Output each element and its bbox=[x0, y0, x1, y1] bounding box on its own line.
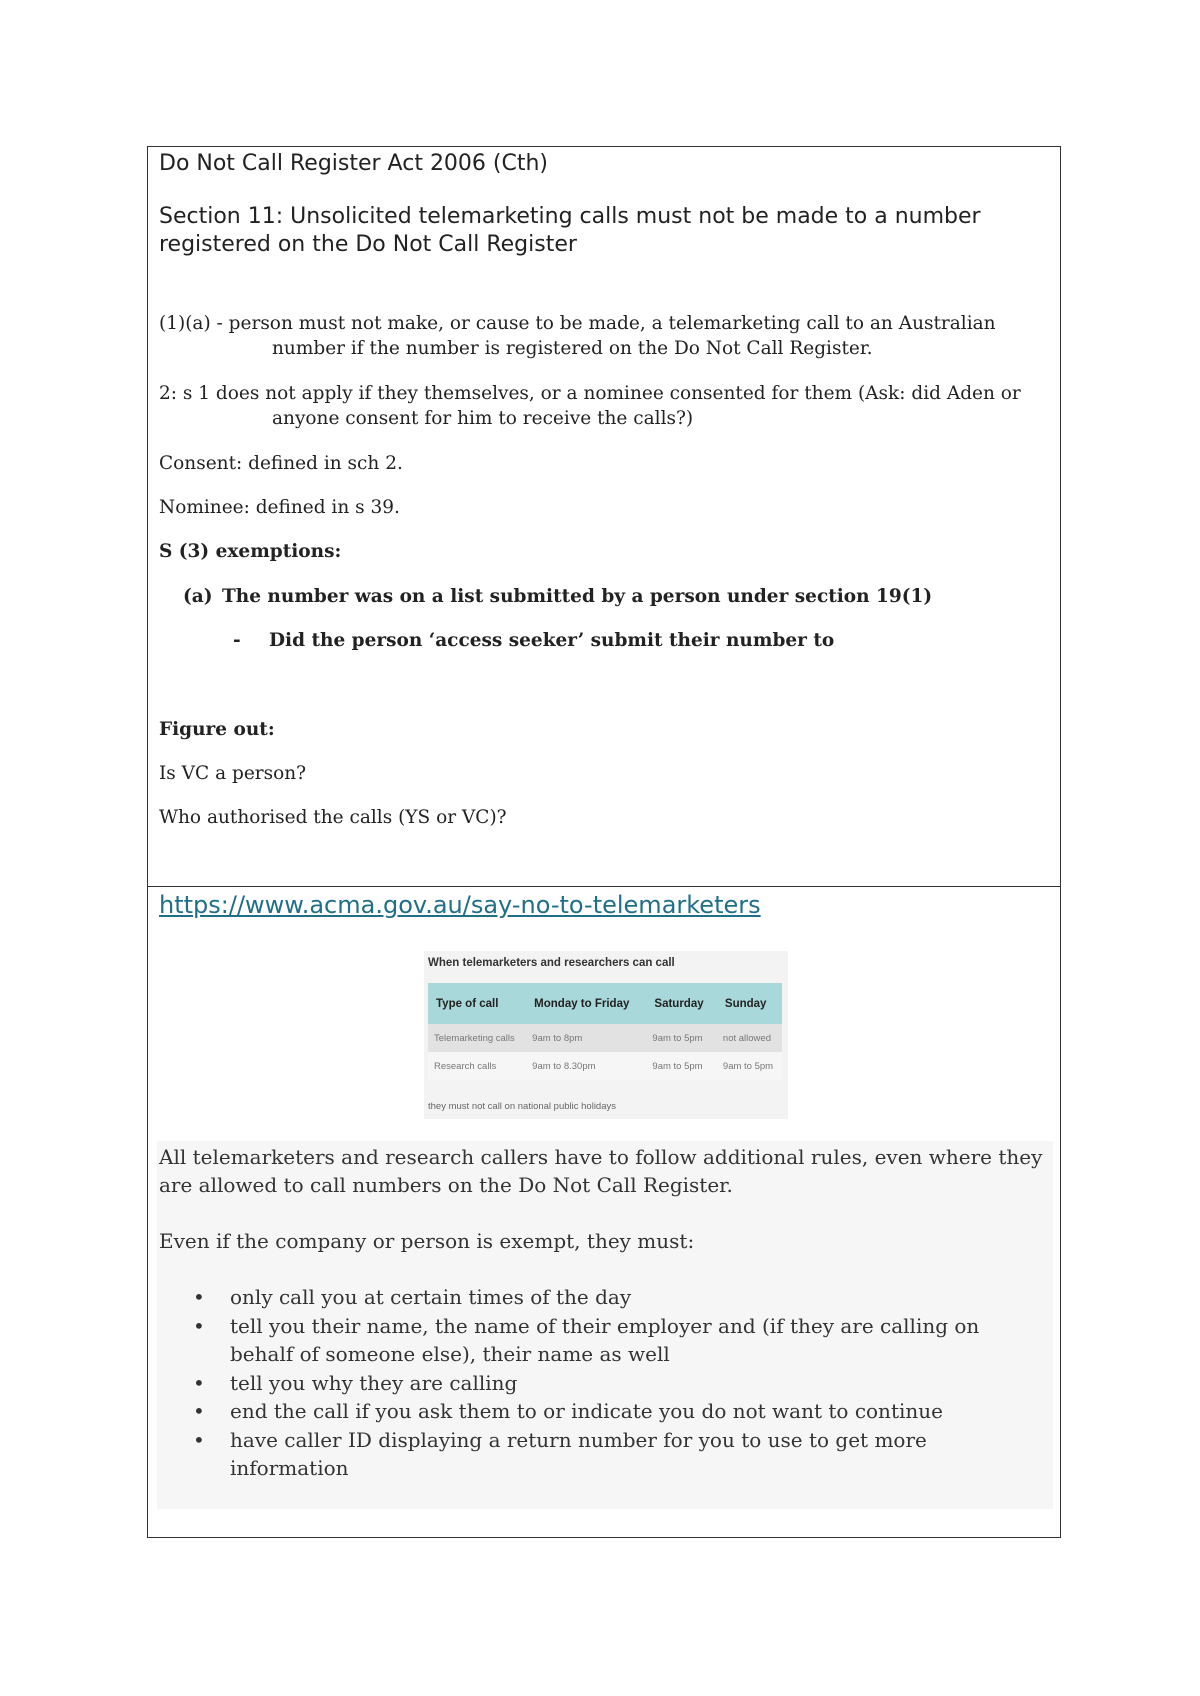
document-table bbox=[147, 146, 1061, 1538]
table-cell: 9am to 5pm bbox=[717, 1052, 782, 1080]
column-header: Monday to Friday bbox=[526, 983, 646, 1024]
table-cell: 9am to 8.30pm bbox=[526, 1052, 646, 1080]
table-cell: Telemarketing calls bbox=[428, 1024, 526, 1052]
question-authorised-calls: Who authorised the calls (YS or VC)? bbox=[159, 807, 507, 828]
column-header: Type of call bbox=[428, 983, 526, 1024]
table-cell: 9am to 5pm bbox=[646, 1024, 717, 1052]
table-cell: Research calls bbox=[428, 1052, 526, 1080]
table-row bbox=[428, 1024, 782, 1052]
figure-out-heading: Figure out: bbox=[159, 719, 275, 740]
list-item: • have caller ID displaying a return number for you to use to get more information bbox=[157, 1426, 1047, 1483]
exemption-a-text: The number was on a list submitted by a person under section 19(1) bbox=[222, 586, 933, 607]
act-title: Do Not Call Register Act 2006 (Cth) bbox=[159, 151, 549, 176]
acma-link[interactable]: https://www.acma.gov.au/say-no-to-telemarketers bbox=[159, 891, 761, 919]
legislation-notes-cell bbox=[148, 147, 1060, 887]
list-item: • end the call if you ask them to or indicate you do not want to continue bbox=[157, 1397, 1047, 1426]
exemptions-heading: S (3) exemptions: bbox=[159, 541, 342, 562]
table-cell: not allowed bbox=[717, 1024, 782, 1052]
table-cell: 9am to 5pm bbox=[646, 1052, 717, 1080]
acma-info-cell bbox=[148, 887, 1060, 1537]
section-title: Section 11: Unsolicited telemarketing calls must not be made to a number registered on the Do Not Call Register bbox=[159, 204, 981, 257]
calling-hours-table bbox=[428, 983, 782, 1080]
list-item: • tell you why they are calling bbox=[157, 1369, 1047, 1398]
list-item: • tell you their name, the name of their employer and (if they are calling on behalf of someone else), their name as well bbox=[157, 1312, 1047, 1369]
rules-list bbox=[157, 1283, 1047, 1483]
nominee-definition: Nominee: defined in s 39. bbox=[159, 497, 400, 518]
table-row bbox=[428, 1052, 782, 1080]
subsection-2: 2: s 1 does not apply if they themselves, or a nominee consented for them (Ask: did Aden or anyone consent for him to receive the calls?) bbox=[159, 383, 1021, 429]
exempt-intro: Even if the company or person is exempt, they must: bbox=[159, 1229, 695, 1253]
public-holidays-note: they must not call on national public holidays bbox=[428, 1101, 617, 1112]
column-header: Saturday bbox=[646, 983, 717, 1024]
sub-item-text: Did the person ‘access seeker’ submit their number to bbox=[269, 630, 835, 651]
exemption-a-label: (a) bbox=[183, 586, 213, 607]
calling-hours-image bbox=[424, 951, 788, 1119]
calling-hours-caption: When telemarketers and researchers can call bbox=[428, 957, 675, 969]
rules-intro: All telemarketers and research callers have to follow additional rules, even where they are allowed to call numbers on the Do Not Call Register. bbox=[159, 1145, 1043, 1197]
additional-rules-box bbox=[157, 1141, 1053, 1509]
question-vc-person: Is VC a person? bbox=[159, 763, 307, 784]
sub-item-dash: - bbox=[233, 630, 241, 651]
consent-definition: Consent: defined in sch 2. bbox=[159, 453, 403, 474]
subsection-1a: (1)(a) - person must not make, or cause to be made, a telemarketing call to an Australian number if the number is registered on the Do Not Call Register. bbox=[159, 313, 996, 359]
column-header: Sunday bbox=[717, 983, 782, 1024]
list-item: • only call you at certain times of the day bbox=[157, 1283, 1047, 1312]
table-cell: 9am to 8pm bbox=[526, 1024, 646, 1052]
